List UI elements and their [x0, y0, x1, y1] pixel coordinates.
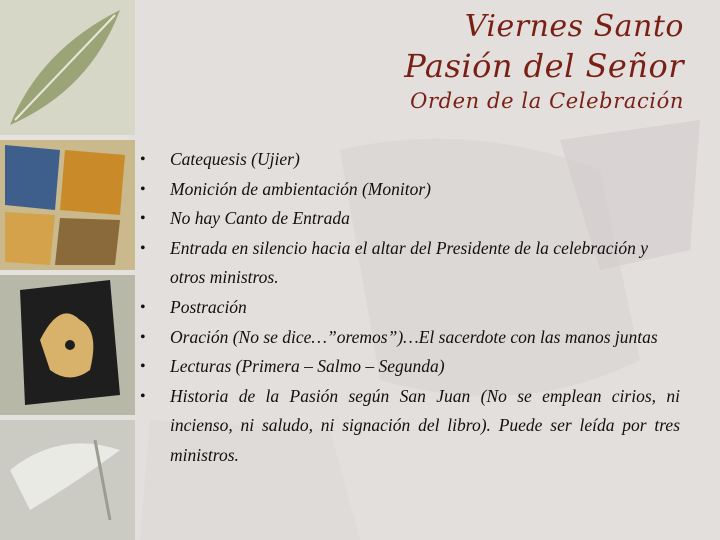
- bullet-icon: •: [140, 239, 146, 257]
- bullet-icon: •: [140, 180, 146, 198]
- dove-icon: [0, 420, 135, 540]
- bullet-icon: •: [140, 387, 146, 405]
- list-item-text: Monición de ambientación (Monitor): [170, 178, 431, 199]
- list-item: [140, 234, 680, 293]
- list-item-text: Oración (No se dice…”oremos”)…El sacerdote con las manos juntas: [170, 326, 658, 347]
- title-block: [404, 8, 684, 116]
- list-item-text: No hay Canto de Entrada: [170, 208, 350, 229]
- list-item: [140, 323, 680, 353]
- list-item: [140, 293, 680, 323]
- list-item-text: Catequesis (Ujier): [170, 149, 300, 169]
- bullet-icon: •: [140, 210, 146, 228]
- list-item-text: Entrada en silencio hacia el altar del Presidente de la celebración y otros ministros.: [170, 237, 649, 288]
- list-item: [140, 352, 680, 382]
- bullet-icon: •: [140, 151, 146, 168]
- bullet-icon: •: [140, 328, 146, 346]
- stained-glass-icon: [0, 140, 135, 270]
- leaf-icon: [0, 0, 135, 135]
- title-pasion-del-senor: Pasión del Señor: [404, 47, 684, 85]
- list-item: [140, 382, 680, 471]
- list-item: [140, 175, 680, 205]
- title-viernes-santo: Viernes Santo: [464, 9, 684, 44]
- list-item-text: Historia de la Pasión según San Juan (No se emplean cirios, ni incienso, ni saludo, ni signación del libro). Puede ser leída por tres ministros.: [170, 385, 680, 465]
- bullet-icon: •: [140, 358, 146, 376]
- celebration-order-list: [140, 145, 680, 471]
- subtitle-orden-celebracion: Orden de la Celebración: [410, 89, 684, 113]
- list-item-text: Lecturas (Primera – Salmo – Segunda): [170, 356, 445, 377]
- list-item: [140, 145, 680, 175]
- list-item: [140, 204, 680, 234]
- list-item-text: Postración: [170, 296, 247, 317]
- hand-icon: [0, 275, 135, 415]
- bullet-icon: •: [140, 298, 146, 316]
